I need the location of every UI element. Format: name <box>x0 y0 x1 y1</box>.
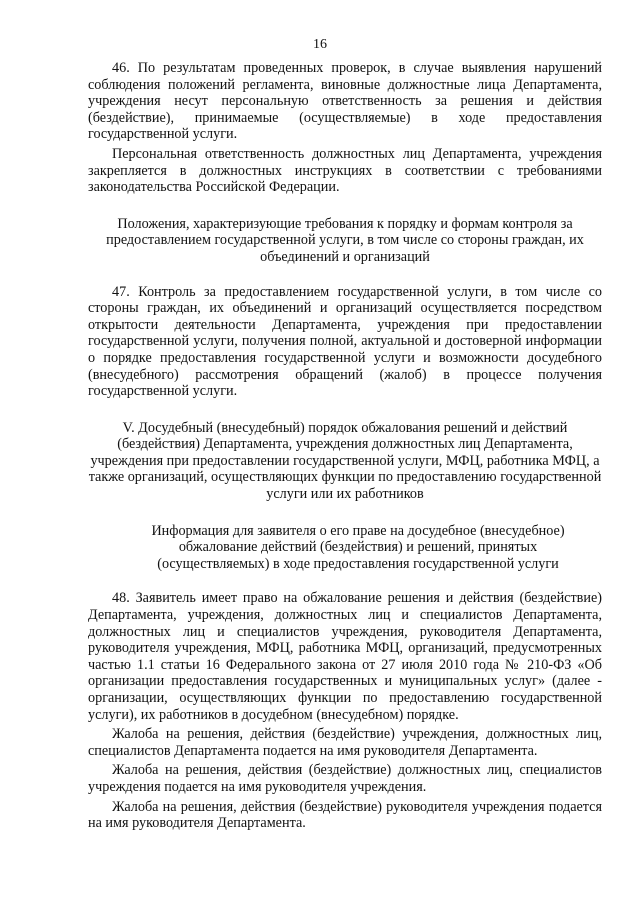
paragraph-48: 48. Заявитель имеет право на обжалование решения и действия (бездействие) Департамента, учреждения, должностных лиц и специалистов Департамента, должностных лиц и специалистов учреждения, руководителя Департамента, руководителя учреждения, МФЦ, работника МФЦ, организаций, предусмотренных частью 1.1 статьи 16 Федерального закона от 27 июля 2010 года № 210-ФЗ «Об организации предоставления государственных и муниципальных услуг» (далее - организации, осуществляющих функции по предоставлению государственной услуги), их работников в досудебном (внесудебном) порядке. <box>88 590 602 723</box>
heading-applicant-info: Информация для заявителя о его праве на досудебное (внесудебное) обжалование действий (бездействия) и решений, принятых (осуществляемых) в ходе предоставления государственной услуги <box>151 522 565 572</box>
paragraph-48-complaint-head: Жалоба на решения, действия (бездействие) руководителя учреждения подается на имя руководителя Департамента. <box>88 798 602 832</box>
paragraph-47: 47. Контроль за предоставлением государственной услуги, в том числе со стороны граждан, их объединений и организаций осуществляется посредством открытости деятельности Департамента, учреждения при предоставлении государственной услуги, получения полной, актуальной и достоверной информации о порядке предоставления государственной услуги и возможности досудебного (внесудебного) рассмотрения обращений (жалоб) в процессе получения государственной услуги. <box>88 283 602 400</box>
page-content <box>88 60 602 832</box>
paragraph-46: 46. По результатам проведенных проверок, в случае выявления нарушений соблюдения положений регламента, виновные должностные лица Департамента, учреждения несут персональную ответственность за решения и действия (бездействие), принимаемые (осуществляемые) в ходе предоставления государственной услуги. <box>88 60 602 143</box>
paragraph-48-complaint-institution: Жалоба на решения, действия (бездействие) должностных лиц, специалистов учреждения подается на имя руководителя учреждения. <box>88 762 602 795</box>
paragraph-48-complaint-department: Жалоба на решения, действия (бездействие) учреждения, должностных лиц, специалистов Департамента подается на имя руководителя Департамента. <box>88 726 602 759</box>
paragraph-46-responsibility: Персональная ответственность должностных лиц Департамента, учреждения закрепляется в должностных инструкциях в соответствии с требованиями законодательства Российской Федерации. <box>88 145 602 196</box>
page-number: 16 <box>313 37 327 52</box>
heading-control-requirements: Положения, характеризующие требования к порядку и формам контроля за предоставлением государственной услуги, в том числе со стороны граждан, их объединений и организаций <box>106 215 584 265</box>
heading-section-v: V. Досудебный (внесудебный) порядок обжалования решений и действий (бездействия) Департамента, учреждения должностных лиц Департамента, учреждения при предоставлении государственной услуги, МФЦ, работника МФЦ, а также организаций, осуществляющих функции по предоставлению государственной услуги или их работников <box>88 419 602 503</box>
